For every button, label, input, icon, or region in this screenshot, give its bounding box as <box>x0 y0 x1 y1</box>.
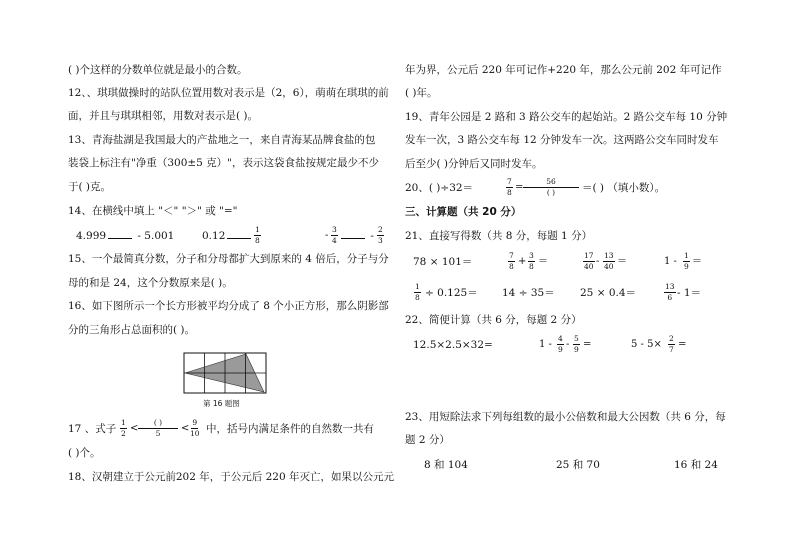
q22-b-pre: 1 - <box>539 339 552 350</box>
q22-c-f: $\frac{2}{7}$ <box>669 334 674 354</box>
q21-r2-d-rest: - 1＝ <box>677 287 702 299</box>
q15-line1: 15、一个最简真分数，分子和分母都扩大到原来的 4 倍后，分子与分 <box>68 253 389 265</box>
q20-fraction2[interactable]: 56 ( ) <box>523 178 579 197</box>
q21-r2-b: 14 ÷ 35＝ <box>502 287 555 299</box>
q18-line2: 年为界，公元后 220 年可记作+220 年，那么公元前 202 年可记作 <box>405 64 722 76</box>
q23-b: 25 和 70 <box>556 459 600 471</box>
q14-a: 4.999 - 5.001 <box>76 230 175 242</box>
q21-title: 21、直接写得数（共 8 分，每题 1 分） <box>405 230 593 242</box>
q14-c-blank-wrap: - <box>339 229 374 243</box>
q21-r1-a: 78 × 101＝ <box>413 256 473 268</box>
q21-r2-a-f: $\frac{1}{8}$ <box>415 282 420 302</box>
q14-a-blank[interactable] <box>108 229 132 239</box>
q17-lt1: < <box>130 423 139 434</box>
q13-line2: 装袋上标注有"净重（300±5 克）"，表示这袋食盐按规定最少不少 <box>68 157 380 169</box>
q19-line2: 发车一次，3 路公交车每 12 分钟发车一次。这两路公交车同时发车 <box>405 134 719 146</box>
q20-fraction1: $\frac{7}{8}$ <box>507 177 512 197</box>
q23-line2: 题 2 分） <box>405 434 450 446</box>
q21-r1-c-minus: - <box>596 256 600 267</box>
q12-line1: 12、、琪琪做操时的站队位置用数对表示是（2，6），萌萌在琪琪的前 <box>68 87 389 99</box>
q17-lt2: < <box>181 423 190 434</box>
q23-c: 16 和 24 <box>674 459 718 471</box>
q14-line1: 14、在横线中填上 "＜" "＞" 或 "=" <box>68 205 238 217</box>
q21-r1-b-eq: ＝ <box>538 256 548 267</box>
q17-post: 中，括号内满足条件的自然数一共有 <box>206 423 374 435</box>
q17-line2: ( )个。 <box>68 447 101 459</box>
q14-b: 0.12 <box>202 229 253 243</box>
q23-line1: 23、用短除法求下列每组数的最小公倍数和最大公因数（共 6 分，每 <box>405 411 726 423</box>
q22-c-pre: 5 - 5× <box>631 339 662 350</box>
q21-r2-d-f: $\frac{13}{6}$ <box>665 282 675 302</box>
q12-line2: 面，并且与琪琪相邻，用数对表示是( )。 <box>68 110 259 122</box>
q22-c-eq: = <box>678 339 687 350</box>
q18-line1: 18、汉朝建立于公元前202 年，于公元后 220 年灭亡，如果以公元元 <box>68 471 394 483</box>
q22-b-eq: = <box>583 339 592 350</box>
q14-c-fraction1: $\frac{3}{4}$ <box>332 225 337 245</box>
q21-r1-b-plus: + <box>518 256 527 267</box>
q21-r1-d-pre: 1 - <box>664 256 677 267</box>
q14-b-fraction: $\frac{1}{8}$ <box>255 225 260 245</box>
q17-fraction1: $\frac{1}{2}$ <box>121 418 126 438</box>
q21-r2-c: 25 × 0.4＝ <box>580 287 637 299</box>
q22-a: 12.5×2.5×32= <box>413 339 493 351</box>
q22-title: 22、简便计算（共 6 分，每题 2 分） <box>405 314 582 326</box>
q17-prefix: 17 、式子 <box>68 423 117 435</box>
q19-line3: 后至少( )分钟后又同时发车。 <box>405 158 543 170</box>
q14-c-blank[interactable] <box>341 229 365 239</box>
q16-line1: 16、如下图所示一个长方形被平均分成了 8 个小正方形，那么阴影部 <box>68 300 389 312</box>
q21-r1-d-f: $\frac{1}{9}$ <box>684 251 689 271</box>
q16-caption: 第 16 题图 <box>203 399 240 408</box>
q21-r1-d-eq: ＝ <box>692 256 702 267</box>
q18-line3: ( )年。 <box>405 87 438 99</box>
q21-r1-c-f1: $\frac{17}{40}$ <box>584 251 594 271</box>
q21-r1-c-eq: ＝ <box>617 256 627 267</box>
section3-title: 三、计算题（共 20 分） <box>405 206 522 218</box>
q21-r1-c-f2: $\frac{13}{40}$ <box>604 251 614 271</box>
q14-c-minus1: - <box>325 230 329 241</box>
q23-a: 8 和 104 <box>424 459 468 471</box>
q21-r2-a-rest: ÷ 0.125＝ <box>425 287 478 299</box>
q21-r1-b-f1: $\frac{7}{8}$ <box>509 251 514 271</box>
q20-end: ＝( ) （填小数）。 <box>582 182 666 194</box>
q22-b-f1: $\frac{4}{9}$ <box>558 334 563 354</box>
q21-r1-b-f2: $\frac{3}{8}$ <box>529 251 534 271</box>
q13-line1: 13、青海盐湖是我国最大的产盐地之一，来自青海某品牌食盐的包 <box>68 134 376 146</box>
q14-c-fraction2: $\frac{2}{3}$ <box>378 225 383 245</box>
q14-b-blank[interactable] <box>227 229 251 239</box>
q22-b-minus: - <box>566 339 570 350</box>
q20-start: 20、( )÷32＝ <box>405 182 474 194</box>
q15-line2: 母的和是 24，这个分数原来是( )。 <box>68 277 233 289</box>
q20-eq: = <box>515 182 524 193</box>
q13-line3: 于( )克。 <box>68 181 112 193</box>
q11-tail: ( )个这样的分数单位就是最小的合数。 <box>68 64 248 76</box>
q17-fraction2[interactable]: ( ) 5 <box>138 419 178 438</box>
q17-fraction3: $\frac{9}{10}$ <box>190 418 200 438</box>
q19-line1: 19、青年公园是 2 路和 3 路公交车的起始站。2 路公交车每 10 分钟 <box>405 111 728 123</box>
q16-line2: 分的三角形占总面积的( )。 <box>68 324 196 336</box>
q22-b-f2: $\frac{5}{9}$ <box>574 334 579 354</box>
q16-figure <box>183 352 267 394</box>
